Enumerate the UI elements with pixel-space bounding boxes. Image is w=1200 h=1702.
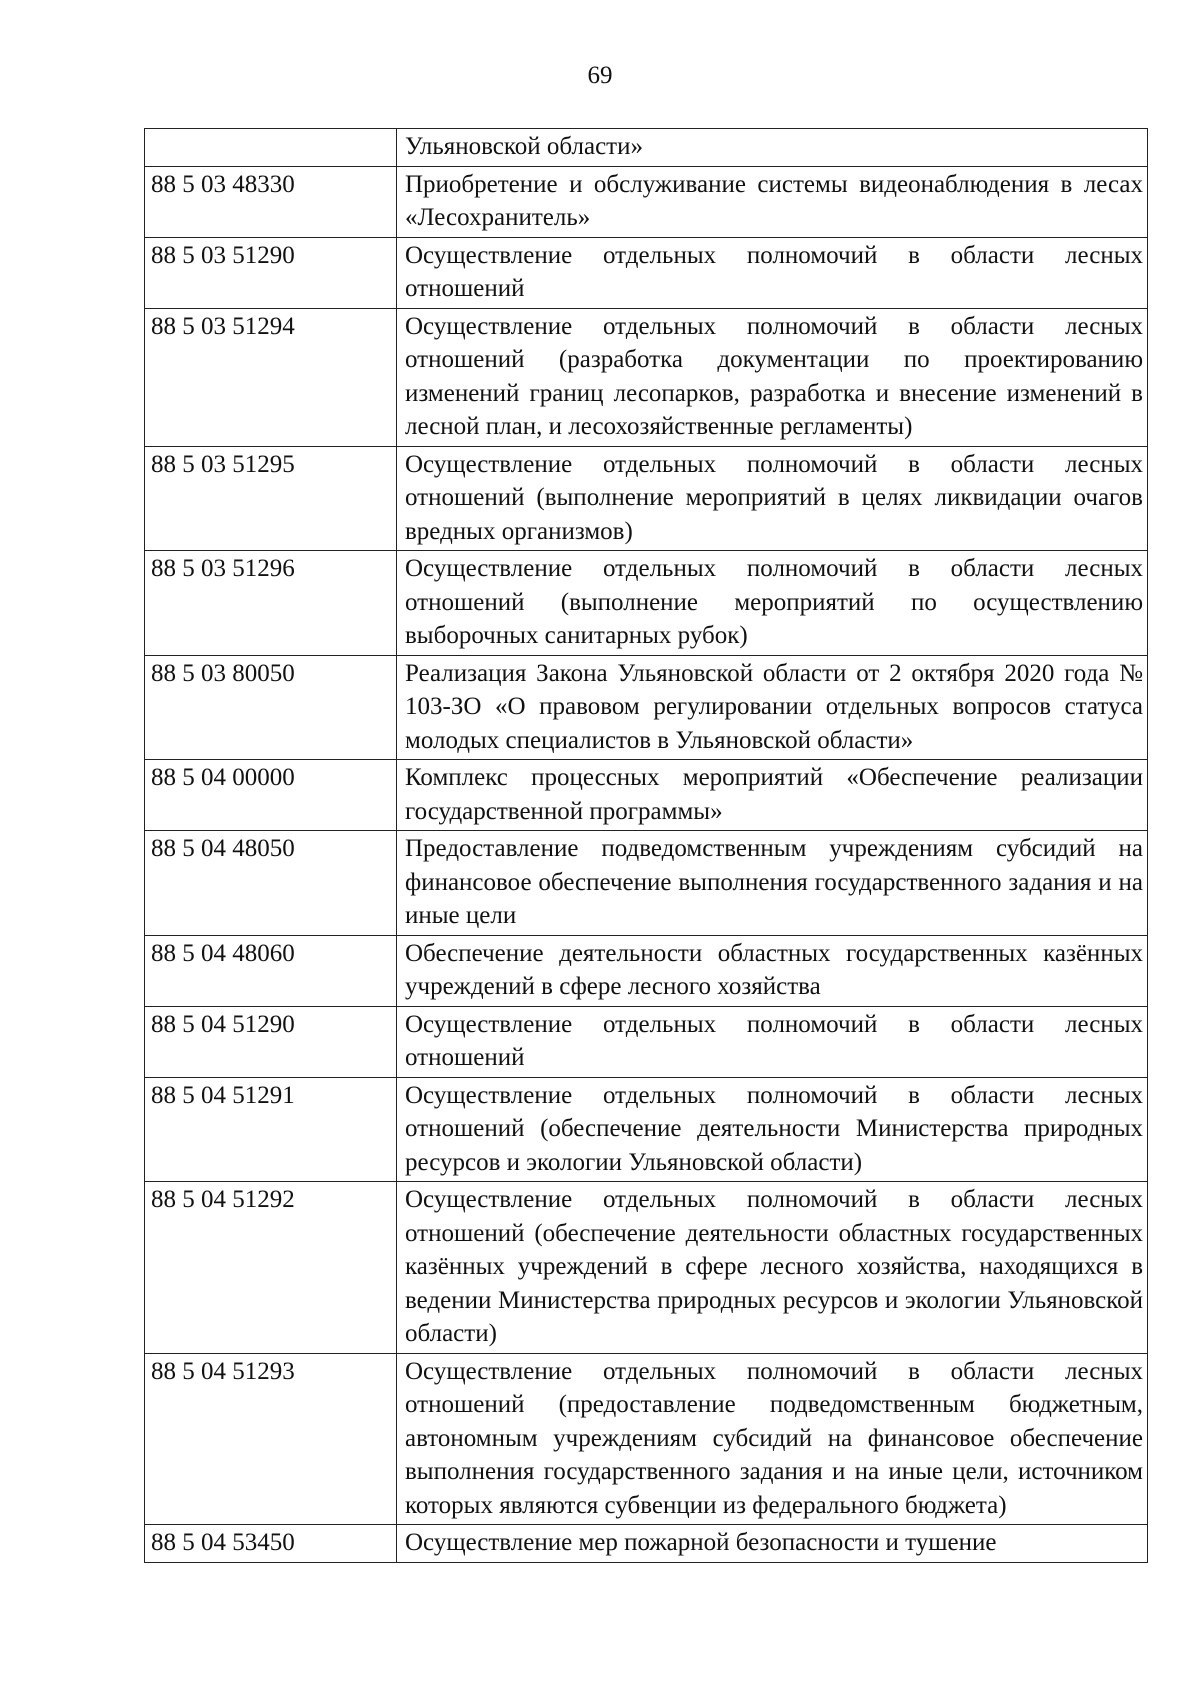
table-row — [145, 831, 1148, 936]
description-cell: Осуществление отдельных полномочий в области лесных отношений — [397, 237, 1148, 308]
table-body — [145, 129, 1148, 1563]
code-cell: 88 5 03 51296 — [145, 551, 397, 656]
code-cell: 88 5 04 51291 — [145, 1077, 397, 1182]
code-cell: 88 5 04 00000 — [145, 760, 397, 831]
table-row — [145, 551, 1148, 656]
table-row — [145, 1006, 1148, 1077]
table-row — [145, 237, 1148, 308]
page-number: 69 — [587, 62, 613, 89]
code-cell: 88 5 03 48330 — [145, 166, 397, 237]
code-cell — [145, 129, 397, 167]
budget-codes-table — [144, 128, 1148, 1563]
code-cell: 88 5 04 53450 — [145, 1525, 397, 1563]
table-row — [145, 760, 1148, 831]
description-cell: Ульяновской области» — [397, 129, 1148, 167]
code-cell: 88 5 04 48050 — [145, 831, 397, 936]
description-cell: Осуществление отдельных полномочий в области лесных отношений (предоставление подведомственным бюджетным, автономным учреждениям субсидий на финансовое обеспечение выполнения государственного задания и на иные цели, источником которых являются субвенции из федерального бюджета) — [397, 1353, 1148, 1525]
code-cell: 88 5 04 51293 — [145, 1353, 397, 1525]
table-row — [145, 935, 1148, 1006]
description-cell: Осуществление отдельных полномочий в области лесных отношений (выполнение мероприятий в целях ликвидации очагов вредных организмов) — [397, 446, 1148, 551]
code-cell: 88 5 03 51290 — [145, 237, 397, 308]
table-row — [145, 446, 1148, 551]
table-row — [145, 1525, 1148, 1563]
code-cell: 88 5 03 51295 — [145, 446, 397, 551]
table-row — [145, 655, 1148, 760]
description-cell: Осуществление отдельных полномочий в области лесных отношений (обеспечение деятельности областных государственных казённых учреждений в сфере лесного хозяйства, находящихся в ведении Министерства природных ресурсов и экологии Ульяновской области) — [397, 1182, 1148, 1354]
description-cell: Осуществление отдельных полномочий в области лесных отношений (обеспечение деятельности Министерства природных ресурсов и экологии Ульяновской области) — [397, 1077, 1148, 1182]
code-cell: 88 5 04 51290 — [145, 1006, 397, 1077]
table-row — [145, 1182, 1148, 1354]
table-row — [145, 308, 1148, 446]
description-cell: Реализация Закона Ульяновской области от 2 октября 2020 года № 103-ЗО «О правовом регулировании отдельных вопросов статуса молодых специалистов в Ульяновской области» — [397, 655, 1148, 760]
table-row — [145, 1077, 1148, 1182]
table-row — [145, 129, 1148, 167]
code-cell: 88 5 04 48060 — [145, 935, 397, 1006]
table-row — [145, 166, 1148, 237]
code-cell: 88 5 03 51294 — [145, 308, 397, 446]
description-cell: Комплекс процессных мероприятий «Обеспечение реализации государственной программы» — [397, 760, 1148, 831]
description-cell: Осуществление отдельных полномочий в области лесных отношений — [397, 1006, 1148, 1077]
code-cell: 88 5 03 80050 — [145, 655, 397, 760]
table-row — [145, 1353, 1148, 1525]
description-cell: Приобретение и обслуживание системы видеонаблюдения в лесах «Лесохранитель» — [397, 166, 1148, 237]
description-cell: Предоставление подведомственным учреждениям субсидий на финансовое обеспечение выполнения государственного задания и на иные цели — [397, 831, 1148, 936]
description-cell: Осуществление мер пожарной безопасности и тушение — [397, 1525, 1148, 1563]
description-cell: Обеспечение деятельности областных государственных казённых учреждений в сфере лесного хозяйства — [397, 935, 1148, 1006]
description-cell: Осуществление отдельных полномочий в области лесных отношений (разработка документации по проектированию изменений границ лесопарков, разработка и внесение изменений в лесной план, и лесохозяйственные регламенты) — [397, 308, 1148, 446]
description-cell: Осуществление отдельных полномочий в области лесных отношений (выполнение мероприятий по осуществлению выборочных санитарных рубок) — [397, 551, 1148, 656]
code-cell: 88 5 04 51292 — [145, 1182, 397, 1354]
